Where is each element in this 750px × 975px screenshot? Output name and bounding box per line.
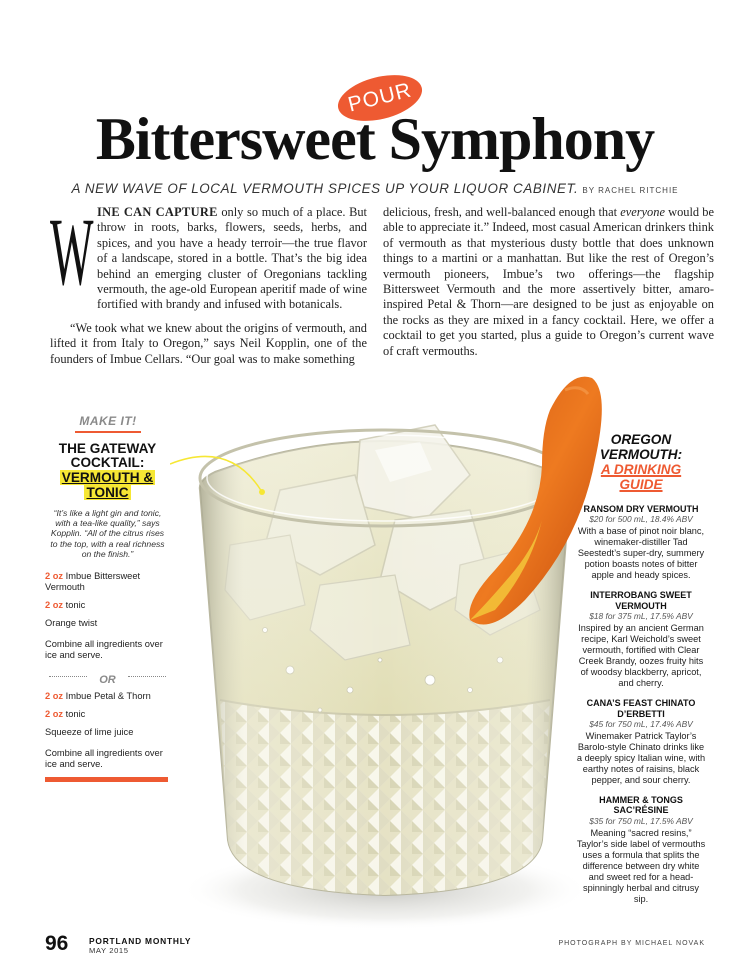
recipe-subtitle-1 bbox=[45, 470, 170, 485]
ingredient-name: Imbue Petal & Thorn bbox=[63, 691, 151, 702]
vermouth-name: RANSOM DRY VERMOUTH bbox=[583, 504, 699, 514]
article-column-left bbox=[50, 198, 368, 367]
guide-heading-1: OREGON bbox=[610, 432, 672, 447]
recipe-rule bbox=[45, 777, 168, 782]
vermouth-description: Winemaker Patrick Taylor’s Barolo-style Chinato drinks like a deeply spicy Italian wine, with earthy notes of raisins, black pepper, and sour cherry. bbox=[576, 731, 706, 786]
guide-heading-2: VERMOUTH: bbox=[599, 447, 683, 462]
photo-credit: PHOTOGRAPH BY MICHAEL NOVAK bbox=[558, 940, 705, 947]
recipe-title: THE GATEWAY COCKTAIL: bbox=[58, 441, 157, 470]
recipe-kicker: MAKE IT! bbox=[75, 414, 141, 433]
lead-in: INE CAN CAPTURE bbox=[97, 205, 218, 219]
ingredient-3-alt: Squeeze of lime juice bbox=[45, 727, 134, 738]
paragraph-3-text-b: would be able to appreciate it.” Indeed, most casual American drinkers think of vermouth as that mysterious dusty bottle that does unknown things to a martini or a manhattan. But like the rest of Oregon’s vermouth pioneers, Imbue’s two offerings—the flagship Bittersweet Vermouth and the more assertively bitter, amaro-inspired Petal & Thorn—are designed to be just as enjoyable on the rocks as they are mixed in a fancy cocktail. Here, we offer a cocktail to get you started, plus a guide to Oregon’s current wave of craft vermouths. bbox=[383, 205, 714, 358]
vermouth-description: Inspired by an ancient German recipe, Karl Weichold’s sweet vermouth, fortified with Clear Creek Brandy, oozes fruity hits of woodsy blackberry, apricot, and cherry. bbox=[578, 623, 704, 689]
deck-line bbox=[0, 180, 750, 198]
recipe-subtitle-2 bbox=[45, 485, 170, 500]
recipe-method-alt: Combine all ingredients over ice and serve. bbox=[45, 748, 163, 770]
paragraph-3-emphasis: everyone bbox=[620, 205, 665, 219]
vermouth-name: CANA’S FEAST CHINATO D’ERBETTI bbox=[586, 698, 696, 719]
ingredient-amount: 2 oz bbox=[45, 600, 64, 611]
recipe-quote: “It’s like a light gin and tonic, with a tea-like quality,” says Kopplin. “All of the citrus rises to the top, with a real richness on the finish.” bbox=[50, 508, 165, 559]
or-label: OR bbox=[99, 674, 116, 687]
ingredient-name: Imbue Bittersweet Vermouth bbox=[45, 571, 141, 593]
page-title: Bittersweet Symphony bbox=[95, 106, 655, 172]
deck: A NEW WAVE OF LOCAL VERMOUTH SPICES UP YOUR LIQUOR CABINET. bbox=[71, 181, 579, 196]
byline: BY RACHEL RITCHIE bbox=[582, 186, 679, 195]
article-column-right bbox=[383, 205, 714, 359]
guide-heading-3: A DRINKING bbox=[600, 462, 682, 477]
paragraph-3-text-a: delicious, fresh, and well-balanced enough that bbox=[383, 205, 621, 219]
ingredient-name: tonic bbox=[63, 600, 86, 611]
ingredient-2 bbox=[45, 600, 170, 611]
paragraph-1-text: only so much of a place. But throw in roots, barks, flowers, seeds, herbs, and spices, and you have a heady terroir—the true flavor of a landscape, stored in a bottle. That’s the big idea behind an emerging cluster of Oregonians tackling vermouth, the age-old European aperitif made of wine fortified with brandy and infused with botanicals. bbox=[97, 205, 368, 312]
guide-item bbox=[575, 795, 707, 905]
vermouth-price: $18 for 375 mL, 17.5% ABV bbox=[589, 611, 693, 622]
guide-item bbox=[575, 698, 707, 786]
vermouth-price: $35 for 750 mL, 17.5% ABV bbox=[589, 815, 693, 826]
ingredient-1 bbox=[45, 571, 170, 593]
vermouth-description: Meaning “sacred resins,” Taylor’s side label of vermouths uses a formula that splits the difference between dry white and sweet red for a head-spinningly herbal and citrusy sip. bbox=[576, 827, 706, 904]
drinking-guide bbox=[575, 432, 707, 914]
article-body bbox=[50, 198, 714, 366]
guide-list bbox=[575, 504, 707, 905]
issue-date: MAY 2015 bbox=[89, 946, 129, 955]
page-number: 96 bbox=[45, 932, 69, 955]
article-paragraph-1 bbox=[50, 198, 368, 313]
recipe-sidebar bbox=[45, 414, 170, 770]
recipe-subtitle-2-text: TONIC bbox=[86, 485, 129, 500]
ingredient-1-alt bbox=[45, 691, 170, 702]
recipe-subtitle-1-text: VERMOUTH & bbox=[61, 470, 154, 485]
cocktail-photo bbox=[170, 370, 625, 930]
recipe-method: Combine all ingredients over ice and serve. bbox=[45, 639, 163, 661]
publication-name: PORTLAND MONTHLY bbox=[89, 936, 192, 946]
article-paragraph-3 bbox=[383, 205, 714, 359]
section-badge: POUR bbox=[333, 67, 427, 129]
vermouth-price: $20 for 500 mL, 18.4% ABV bbox=[589, 514, 693, 525]
vermouth-price: $45 for 750 mL, 17.4% ABV bbox=[589, 719, 693, 730]
ingredient-amount: 2 oz bbox=[45, 691, 64, 702]
guide-item bbox=[575, 504, 707, 581]
ingredient-amount: 2 oz bbox=[45, 571, 64, 582]
ingredient-3: Orange twist bbox=[45, 618, 98, 629]
drop-cap: W bbox=[50, 198, 90, 305]
vermouth-name: INTERROBANG SWEET VERMOUTH bbox=[590, 590, 692, 611]
ingredient-name: tonic bbox=[63, 709, 86, 720]
guide-item bbox=[575, 590, 707, 689]
guide-heading-4: GUIDE bbox=[619, 477, 663, 492]
ingredient-amount: 2 oz bbox=[45, 709, 64, 720]
vermouth-name: HAMMER & TONGS SAC’RÉSINE bbox=[599, 795, 683, 816]
ingredient-2-alt bbox=[45, 709, 170, 720]
or-divider bbox=[45, 670, 170, 687]
vermouth-description: With a base of pinot noir blanc, winemaker-distiller Tad Seestedt’s super-dry, summery potion boasts notes of bitter apple and heady spices. bbox=[577, 526, 705, 581]
article-paragraph-2: “We took what we knew about the origins of vermouth, and lifted it from Italy to Oregon,” says Neil Kopplin, one of the founders of Imbue Cellars. “Our goal was to make something bbox=[50, 320, 367, 366]
